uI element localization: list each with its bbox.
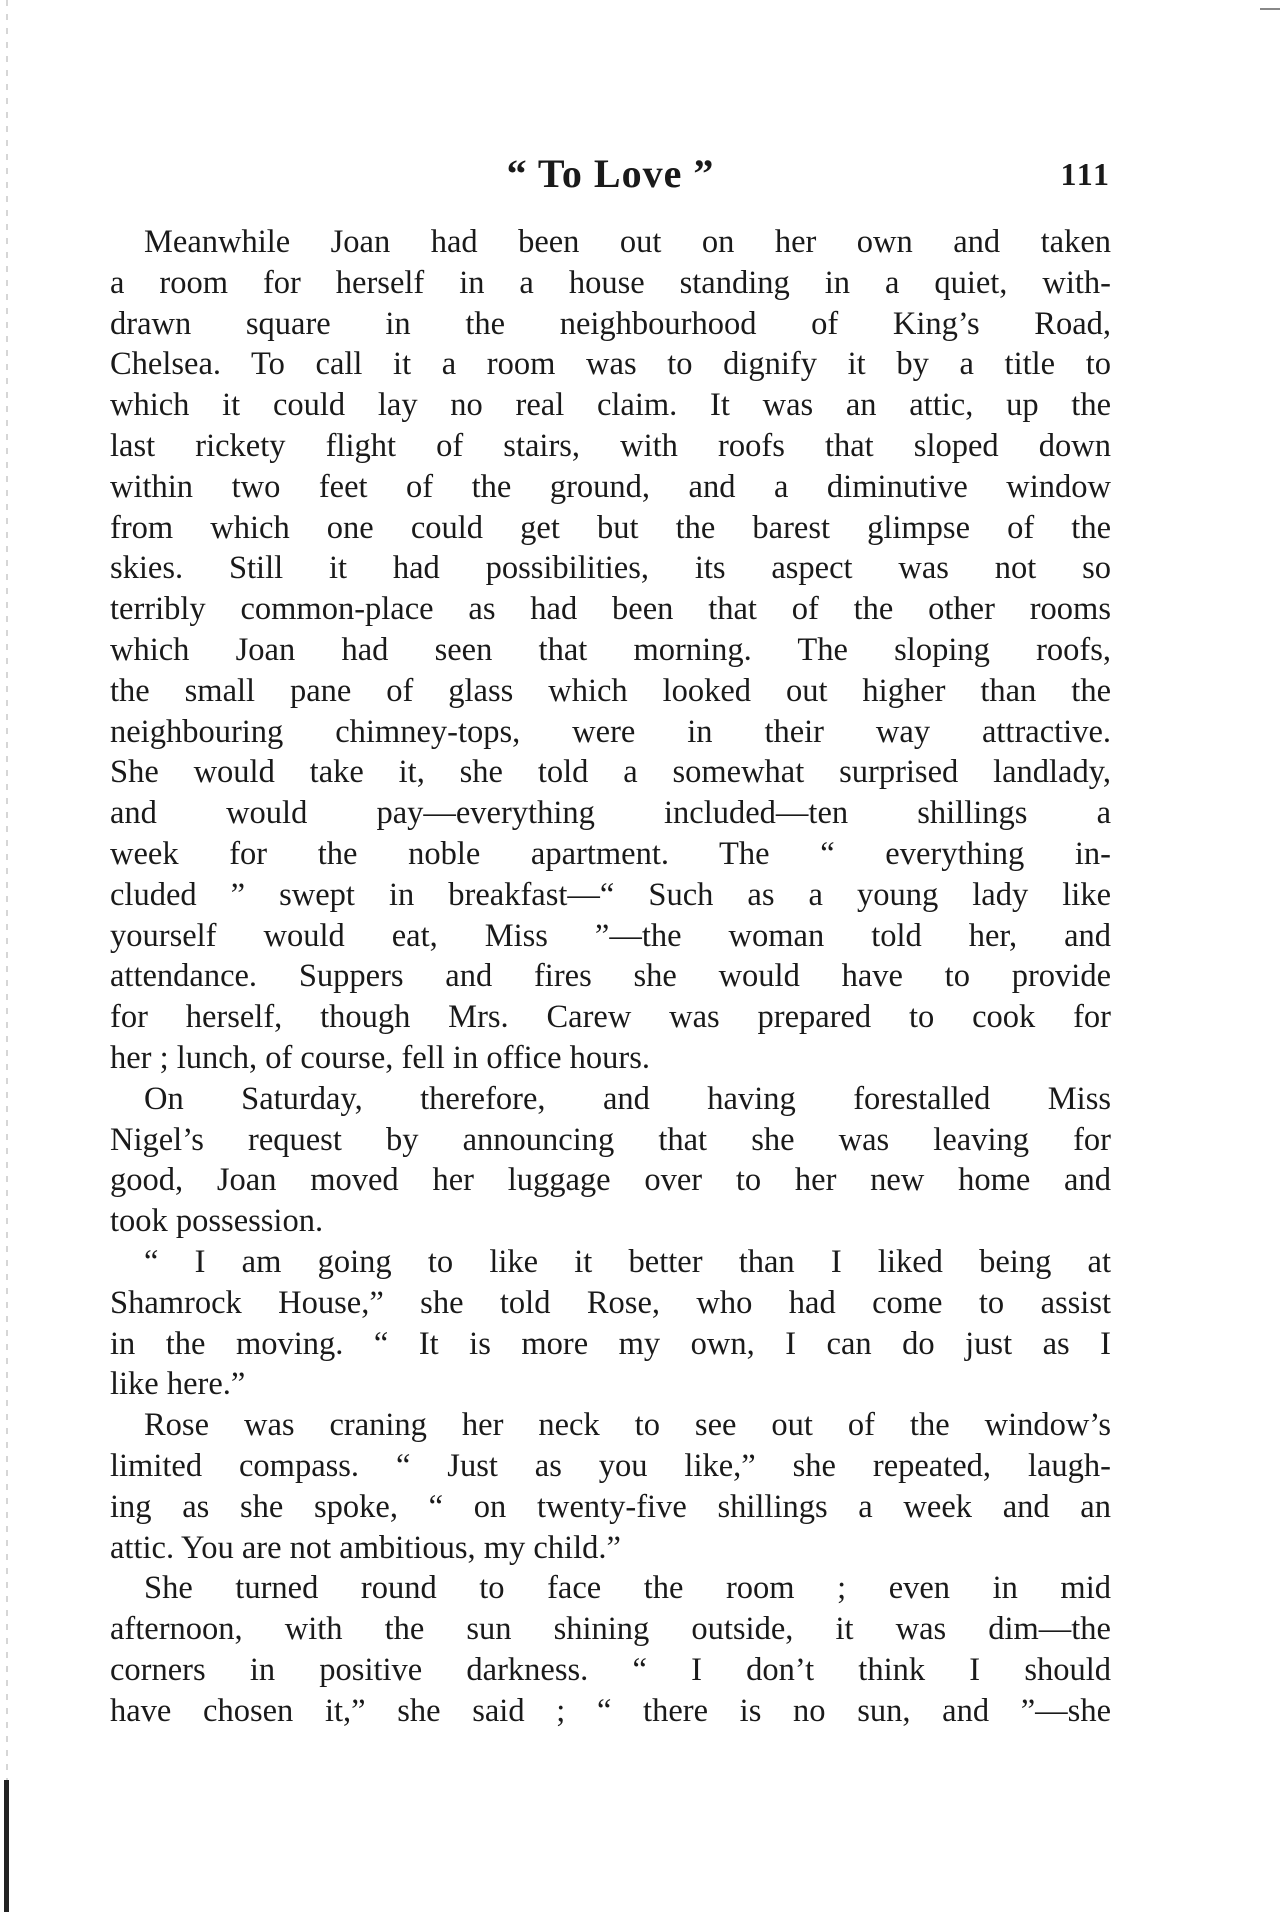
running-title: “ To Love ” — [506, 151, 715, 196]
scan-mark — [1260, 8, 1280, 10]
text-line: Chelsea. To call it a room was to dignify it by a title to — [110, 346, 1111, 383]
binding-shadow — [4, 1780, 9, 1912]
text-line: She would take it, she told a somewhat surprised landlady, — [110, 754, 1111, 791]
text-line: Nigel’s request by announcing that she was leaving for — [110, 1121, 1111, 1158]
text-line: have chosen it,” she said ; “ there is no sun, and ”—she — [110, 1692, 1111, 1729]
text-line: Shamrock House,” she told Rose, who had come to assist — [110, 1284, 1111, 1321]
paragraph — [110, 222, 1111, 1079]
text-line: from which one could get but the barest glimpse of the — [110, 509, 1111, 546]
paragraph — [110, 1405, 1111, 1568]
text-line: “ I am going to like it better than I liked being at — [144, 1243, 1111, 1280]
text-line: attendance. Suppers and fires she would have to provide — [110, 958, 1111, 995]
paragraph — [110, 1568, 1111, 1731]
text-line: afternoon, with the sun shining outside, it was dim—the — [110, 1611, 1111, 1648]
text-line: for herself, though Mrs. Carew was prepared to cook for — [110, 999, 1111, 1036]
paragraph — [110, 1242, 1111, 1405]
page-number: 111 — [1060, 156, 1111, 192]
text-line: cluded ” swept in breakfast—“ Such as a young lady like — [110, 876, 1111, 913]
text-line: within two feet of the ground, and a diminutive window — [110, 468, 1111, 505]
body-text — [110, 222, 1111, 1731]
text-line: and would pay—everything included—ten shillings a — [110, 795, 1111, 832]
text-line: like here.” — [110, 1366, 246, 1403]
page-edge — [6, 0, 8, 1912]
text-line: Meanwhile Joan had been out on her own and taken — [144, 224, 1111, 260]
text-line: Rose was craning her neck to see out of the window’s — [144, 1407, 1111, 1444]
text-line: last rickety flight of stairs, with roofs that sloped down — [110, 427, 1111, 464]
text-line: She turned round to face the room ; even in mid — [144, 1570, 1111, 1607]
text-line: her ; lunch, of course, fell in office hours. — [110, 1039, 650, 1076]
text-line: terribly common-place as had been that of the other rooms — [110, 591, 1111, 628]
text-line: yourself would eat, Miss ”—the woman told her, and — [110, 917, 1111, 954]
text-line: which Joan had seen that morning. The sloping roofs, — [110, 631, 1111, 668]
text-line: attic. You are not ambitious, my child.” — [110, 1529, 621, 1566]
text-line: limited compass. “ Just as you like,” she repeated, laugh- — [110, 1447, 1111, 1484]
text-line: which it could lay no real claim. It was an attic, up the — [110, 387, 1111, 424]
text-line: took possession. — [110, 1203, 324, 1240]
page-header — [110, 150, 1111, 200]
text-line: good, Joan moved her luggage over to her new home and — [110, 1162, 1111, 1199]
text-line: ing as she spoke, “ on twenty-five shillings a week and an — [110, 1488, 1111, 1525]
text-line: drawn square in the neighbourhood of King’s Road, — [110, 305, 1111, 342]
text-line: a room for herself in a house standing in a quiet, with- — [110, 264, 1111, 301]
text-line: neighbouring chimney-tops, were in their way attractive. — [110, 713, 1111, 750]
paragraph — [110, 1079, 1111, 1242]
text-line: corners in positive darkness. “ I don’t think I should — [110, 1651, 1111, 1688]
text-line: week for the noble apartment. The “ everything in- — [110, 835, 1111, 872]
text-line: skies. Still it had possibilities, its aspect was not so — [110, 550, 1111, 587]
text-line: the small pane of glass which looked out higher than the — [110, 672, 1111, 709]
text-line: in the moving. “ It is more my own, I can do just as I — [110, 1325, 1111, 1362]
text-line: On Saturday, therefore, and having forestalled Miss — [144, 1080, 1111, 1117]
